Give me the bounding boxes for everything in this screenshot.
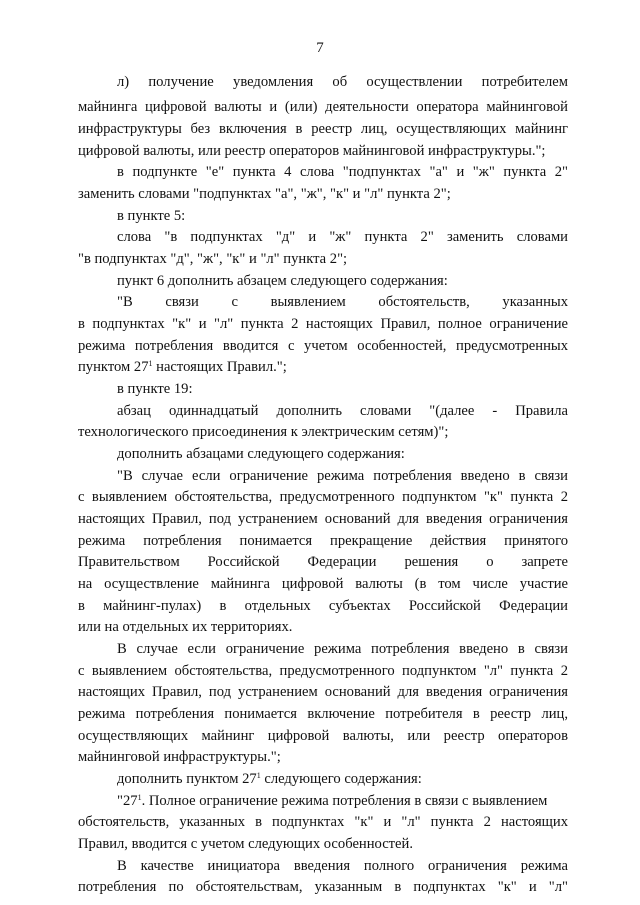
text-line: дополнить пунктом $27^1$ следующего содержания:: [117, 771, 422, 787]
text-line: в подпункте "е" пункта 4 слова "подпунктах "а" и "ж" пункта 2": [117, 164, 568, 180]
text-line: режима потребления понимается прекращение действия принятого: [78, 533, 568, 549]
text-line: обстоятельств, указанных в подпунктах "к" и "л" пункта 2 настоящих: [78, 814, 568, 830]
text-line: дополнить абзацами следующего содержания:: [117, 446, 405, 462]
text-line: в подпунктах "к" и "л" пункта 2 настоящих Правил, полное ограничение: [78, 316, 568, 332]
text-line: Правил, вводится с учетом следующих особенностей.: [78, 836, 413, 852]
text-line: майнинговой инфраструктуры.";: [78, 749, 281, 765]
text-line: с выявлением обстоятельства, предусмотренного подпунктом "к" пункта 2: [78, 489, 568, 505]
text-line: в майнинг-пулах) в отдельных субъектах Российской Федерации: [78, 598, 568, 614]
text-line: "В связи с выявлением обстоятельств, указанных: [117, 294, 568, 310]
text-line: в пункте 5:: [117, 208, 186, 224]
text-line: потребления по обстоятельствам, указанным в подпунктах "к" и "л": [78, 879, 568, 895]
text-line: на осуществление майнинга цифровой валюты (в том числе участие: [78, 576, 568, 592]
text-line: с выявлением обстоятельства, предусмотренного подпунктом "л" пункта 2: [78, 663, 568, 679]
text-line: майнинга цифровой валюты и (или) деятельности оператора майнинговой: [78, 99, 568, 115]
page-number: 7: [316, 40, 324, 56]
text-line: технологического присоединения к электрическим сетям)";: [78, 424, 449, 440]
text-line: В качестве инициатора введения полного ограничения режима: [117, 858, 568, 874]
text-line: пункт 6 дополнить абзацем следующего содержания:: [117, 273, 448, 289]
text-line: абзац одиннадцатый дополнить словами "(далее - Правила: [117, 403, 568, 419]
text-line: заменить словами "подпунктах "а", "ж", "к" и "л" пункта 2";: [78, 186, 451, 202]
text-line: цифровой валюты, или реестр операторов майнинговой инфраструктуры.";: [78, 143, 546, 159]
text-line: "В случае если ограничение режима потребления введено в связи: [117, 468, 568, 484]
text-line: или на отдельных их территориях.: [78, 619, 293, 635]
text-line: режима потребления понимается включение потребителя в реестр лиц,: [78, 706, 568, 722]
text-line: пунктом $27^1$ настоящих Правил.";: [78, 359, 287, 375]
text-line: л) получение уведомления об осуществлении потребителем: [117, 74, 568, 90]
text-line: Правительством Российской Федерации решения о запрете: [78, 554, 568, 570]
text-line: инфраструктуры без включения в реестр лиц, осуществляющих майнинг: [78, 121, 568, 137]
text-line: "в подпунктах "д", "ж", "к" и "л" пункта 2";: [78, 251, 348, 267]
text-line: В случае если ограничение режима потребления введено в связи: [117, 641, 568, 657]
text-line: настоящих Правил, под устранением оснований для введения ограничения: [78, 684, 568, 700]
text-line: слова "в подпунктах "д" и "ж" пункта 2" заменить словами: [117, 229, 568, 245]
text-line: в пункте 19:: [117, 381, 193, 397]
text-line: осуществляющих майнинг цифровой валюты, или реестр операторов: [78, 728, 568, 744]
text-line: настоящих Правил, под устранением оснований для введения ограничения: [78, 511, 568, 527]
text-line: режима потребления вводится с учетом особенностей, предусмотренных: [78, 338, 568, 354]
text-line: "$27^1$. Полное ограничение режима потребления в связи с выявлением: [117, 793, 548, 809]
